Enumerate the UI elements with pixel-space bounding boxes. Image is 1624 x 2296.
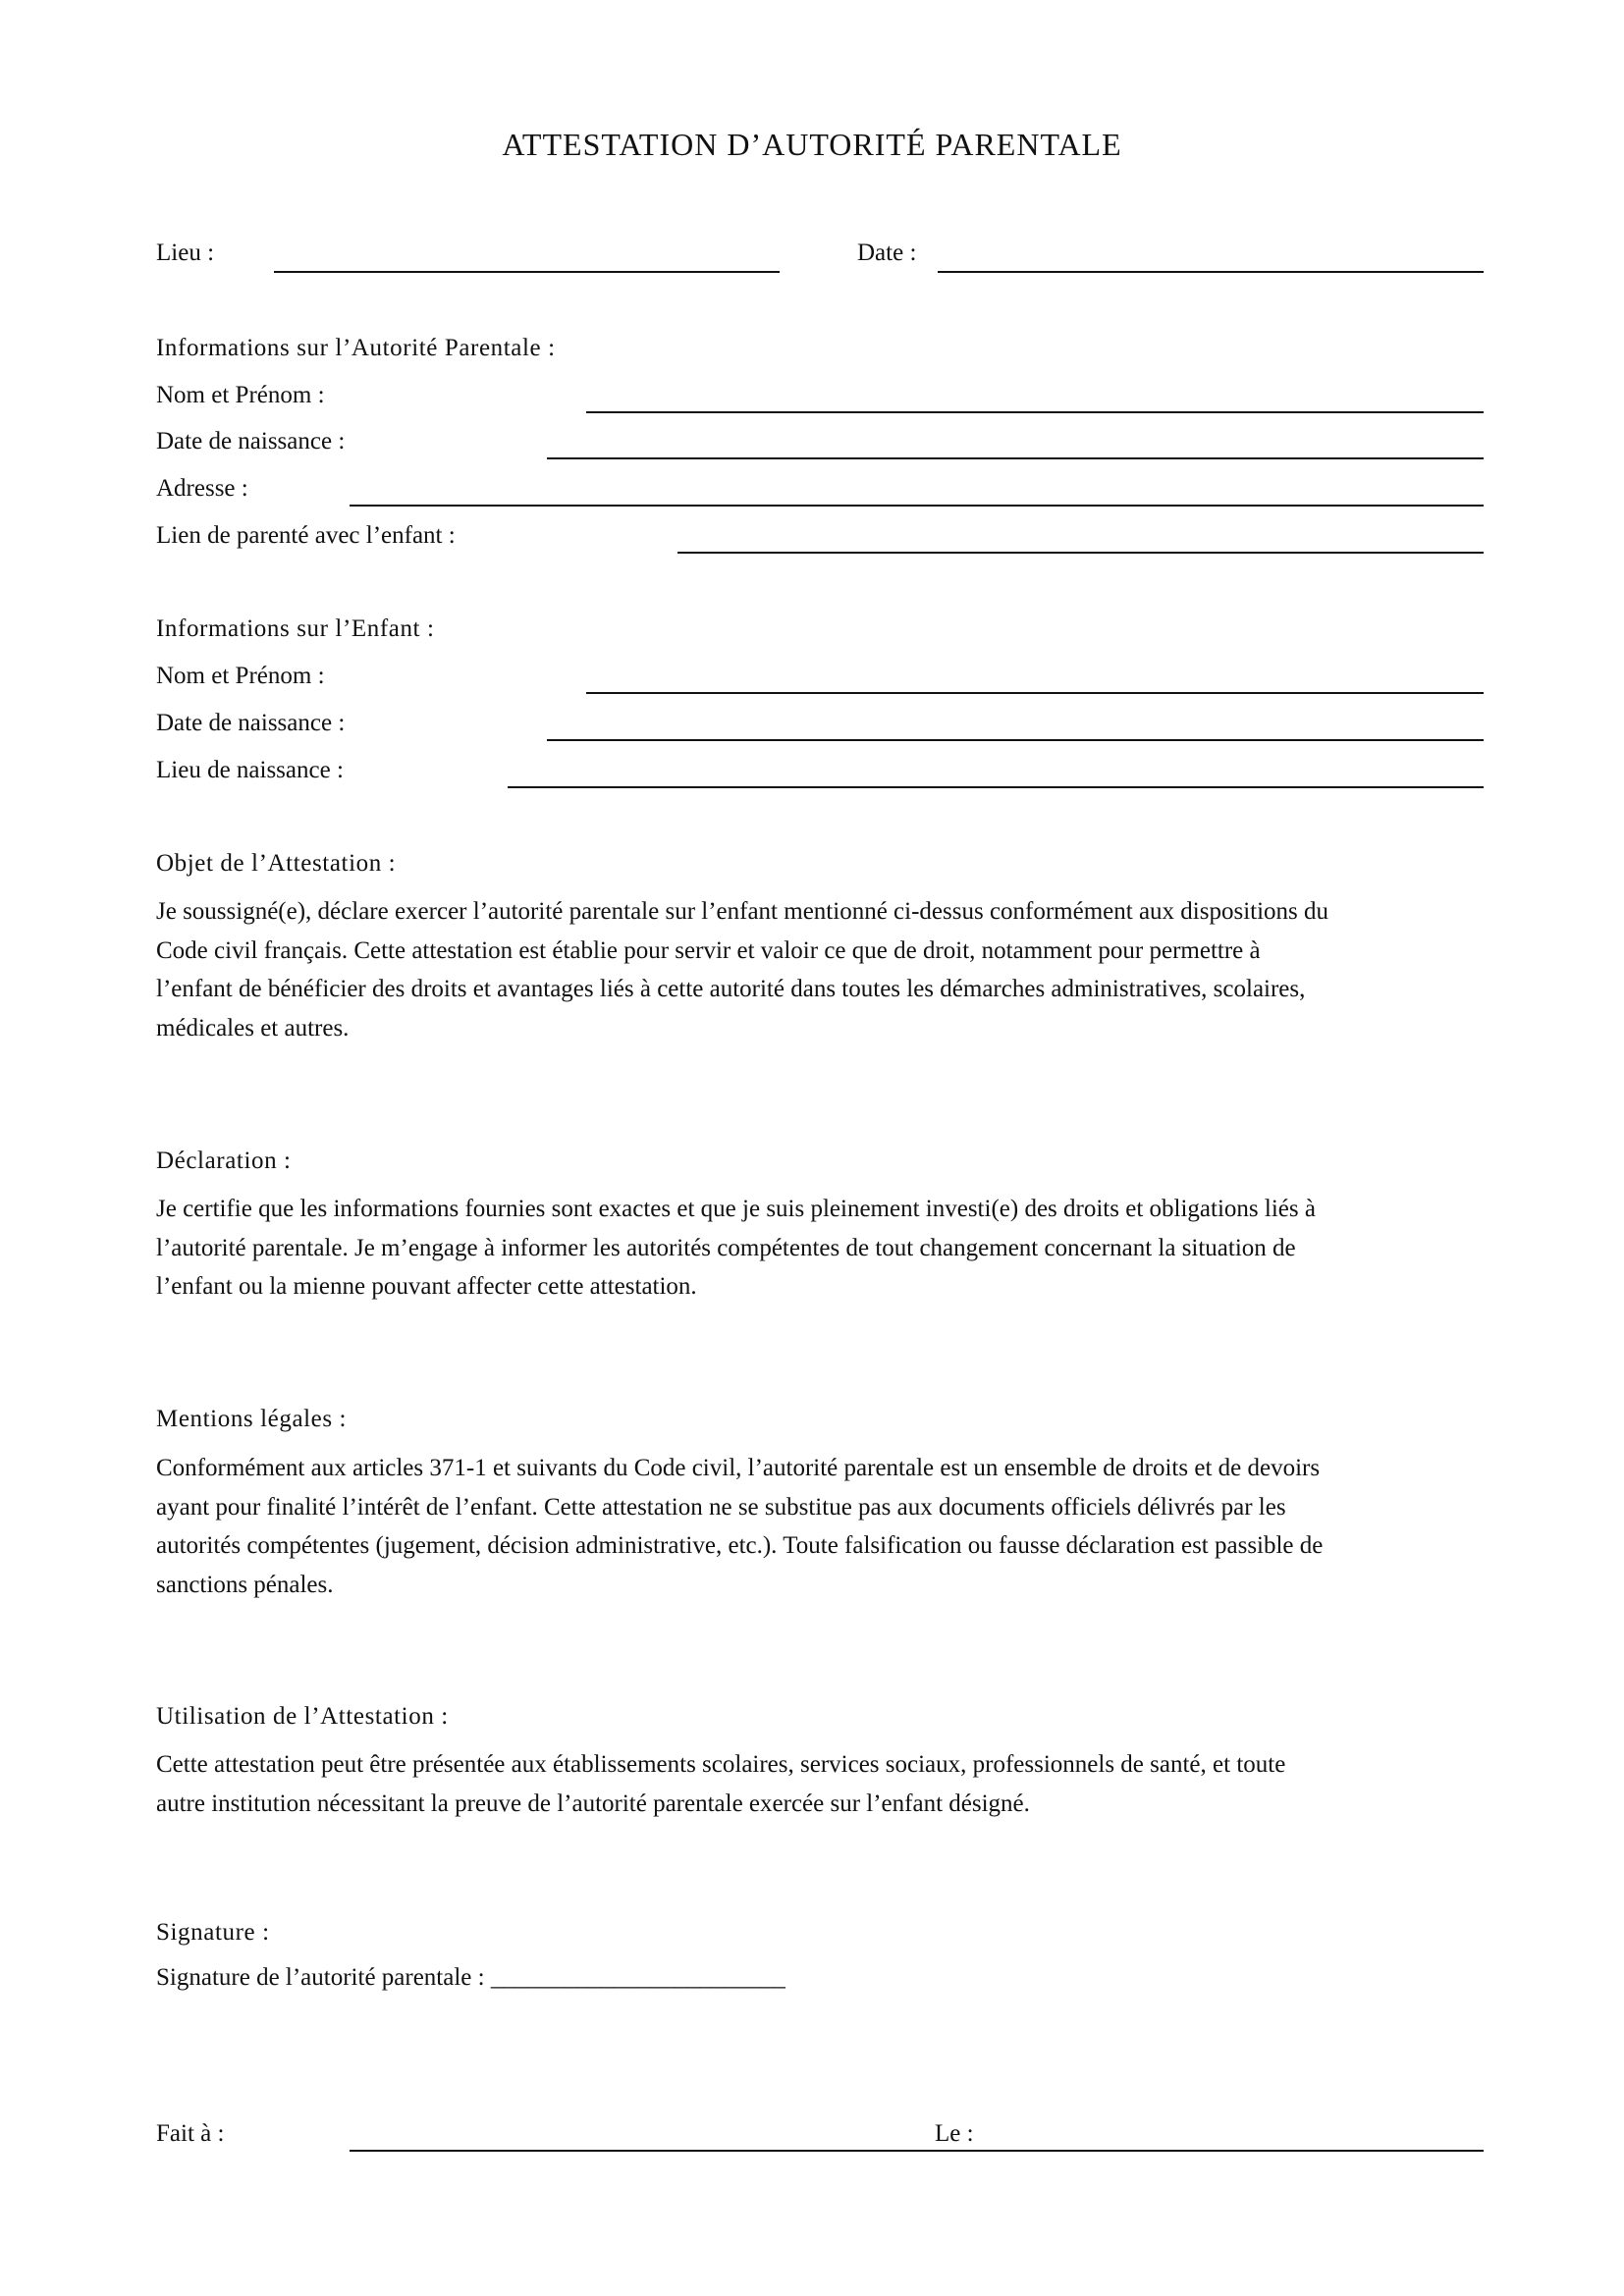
parent-relationship-input-line[interactable] (677, 552, 1484, 554)
mentions-line: Conformément aux articles 371-1 et suivants du Code civil, l’autorité parentale est un ensemble de droits et de devoirs (156, 1455, 1321, 1481)
date-label: Date : (857, 240, 917, 266)
objet-paragraph (156, 892, 1491, 1047)
parent-birthdate-label: Date de naissance : (156, 428, 346, 454)
mentions-line: autorités compétentes (jugement, décision administrative, etc.). Toute falsification ou fausse déclaration est passible de (156, 1532, 1324, 1559)
mentions-paragraph (156, 1449, 1491, 1604)
child-name-label: Nom et Prénom : (156, 663, 325, 689)
mentions-line: ayant pour finalité l’intérêt de l’enfant. Cette attestation ne se substitue pas aux documents officiels délivrés par les (156, 1493, 1286, 1521)
parent-info-heading: Informations sur l’Autorité Parentale : (156, 335, 556, 361)
signature-field[interactable]: Signature de l’autorité parentale : ________________________ (156, 1964, 785, 1991)
parent-name-input-line[interactable] (586, 411, 1484, 413)
fait-le-input-line[interactable] (350, 2150, 1484, 2152)
mentions-line: sanctions pénales. (156, 1571, 334, 1598)
document-title: ATTESTATION D’AUTORITÉ PARENTALE (502, 127, 1122, 162)
utilisation-line: Cette attestation peut être présentée aux établissements scolaires, services sociaux, professionnels de santé, et toute (156, 1751, 1286, 1778)
child-birthplace-input-line[interactable] (508, 786, 1484, 788)
fait-label: Fait à : (156, 2120, 225, 2147)
lieu-label: Lieu : (156, 240, 215, 266)
lieu-input-line[interactable] (274, 271, 780, 273)
utilisation-line: autre institution nécessitant la preuve de l’autorité parentale exercée sur l’enfant désigné. (156, 1789, 1030, 1817)
child-birthdate-input-line[interactable] (547, 739, 1484, 741)
child-birthplace-label: Lieu de naissance : (156, 757, 344, 783)
objet-line: l’enfant de bénéficier des droits et avantages liés à cette autorité dans toutes les démarches administratives, scolaires, (156, 976, 1306, 1002)
mentions-heading: Mentions légales : (156, 1406, 348, 1432)
child-birthdate-label: Date de naissance : (156, 710, 346, 736)
parent-address-input-line[interactable] (350, 505, 1484, 507)
declaration-heading: Déclaration : (156, 1148, 292, 1174)
signature-heading: Signature : (156, 1919, 270, 1946)
declaration-line: l’autorité parentale. Je m’engage à informer les autorités compétentes de tout changement concernant la situation de (156, 1234, 1296, 1261)
objet-heading: Objet de l’Attestation : (156, 850, 397, 877)
utilisation-paragraph (156, 1745, 1491, 1823)
declaration-line: Je certifie que les informations fournies sont exactes et que je suis pleinement investi(e) des droits et obligations liés à (156, 1196, 1316, 1222)
child-info-heading: Informations sur l’Enfant : (156, 615, 435, 642)
objet-line: Code civil français. Cette attestation est établie pour servir et valoir ce que de droit, notamment pour permettre à (156, 936, 1261, 964)
utilisation-heading: Utilisation de l’Attestation : (156, 1703, 449, 1730)
child-name-input-line[interactable] (586, 692, 1484, 694)
le-label: Le : (935, 2120, 974, 2147)
declaration-line: l’enfant ou la mienne pouvant affecter cette attestation. (156, 1273, 697, 1300)
date-input-line[interactable] (938, 271, 1484, 273)
parent-address-label: Adresse : (156, 475, 248, 502)
parent-relationship-label: Lien de parenté avec l’enfant : (156, 522, 456, 549)
parent-name-label: Nom et Prénom : (156, 382, 325, 408)
objet-line: médicales et autres. (156, 1014, 350, 1041)
declaration-paragraph (156, 1190, 1491, 1307)
objet-line: Je soussigné(e), déclare exercer l’autorité parentale sur l’enfant mentionné ci-dessus conformément aux dispositions du (156, 898, 1329, 925)
parent-birthdate-input-line[interactable] (547, 457, 1484, 459)
